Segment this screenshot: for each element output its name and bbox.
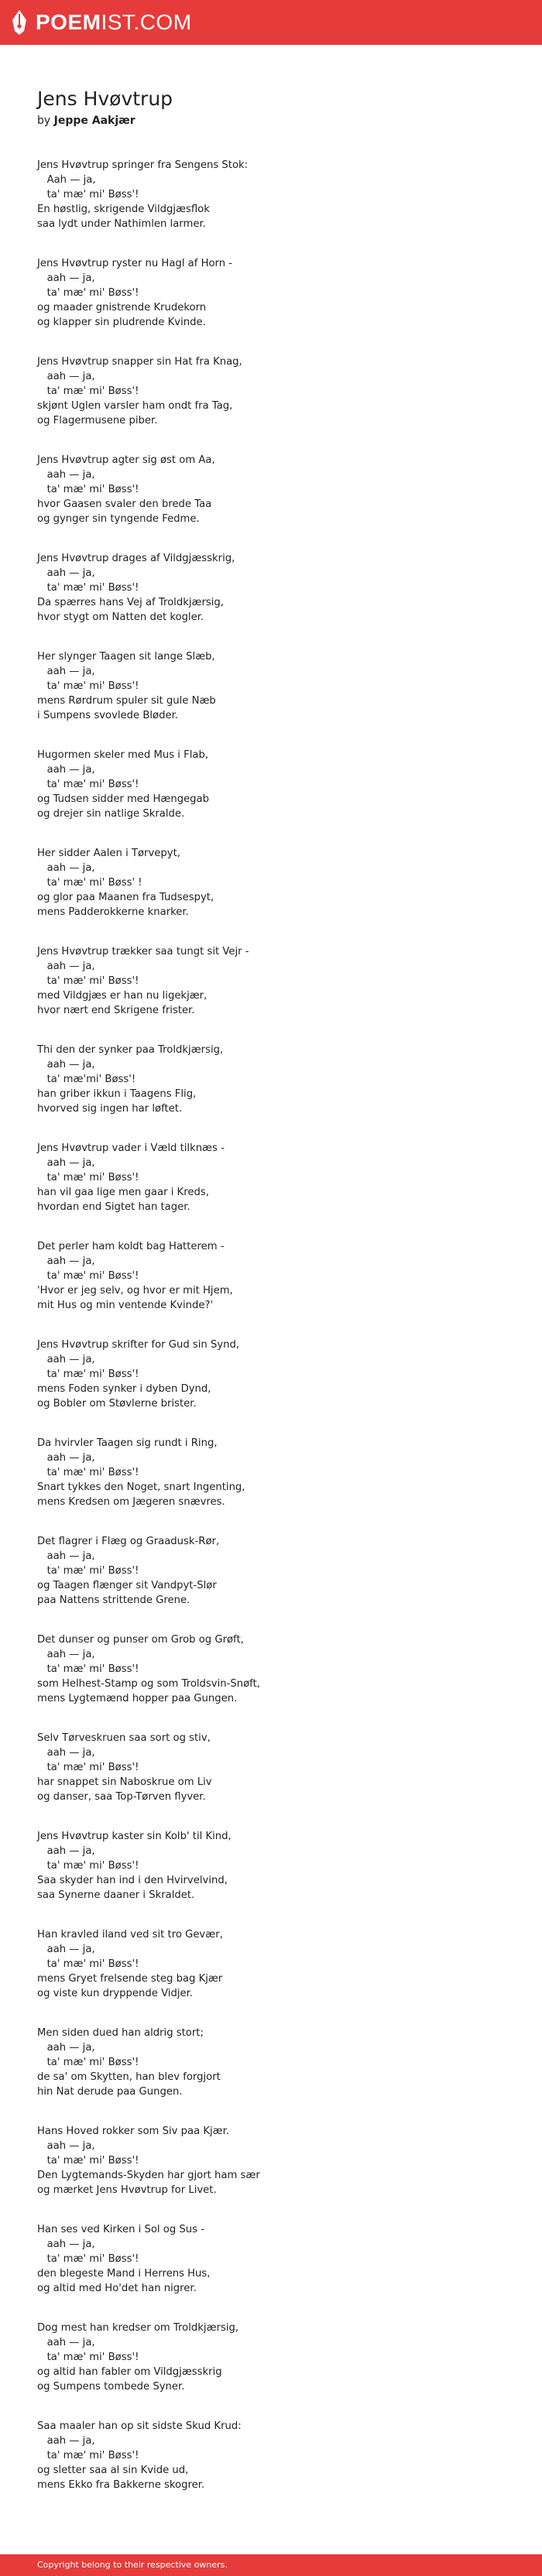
poem-line: og danser, saa Top-Tørven flyver. bbox=[37, 1791, 206, 1803]
stanza bbox=[37, 1043, 502, 1116]
poem-line: den blegeste Mand i Herrens Hus, bbox=[37, 2268, 211, 2280]
poem-line: Da hvirvler Taagen sig rundt i Ring, bbox=[37, 1437, 218, 1449]
author-name: Jeppe Aakjær bbox=[53, 115, 136, 127]
poem-line: ta' mæ' mi' Bøss'! bbox=[37, 189, 139, 200]
poem-line: hvor Gaasen svaler den brede Taa bbox=[37, 498, 212, 510]
poem-line: ta' mæ' mi' Bøss'! bbox=[37, 2155, 139, 2167]
poem-line: aah — ja, bbox=[37, 961, 95, 972]
stanza bbox=[37, 2124, 502, 2197]
poem-line: Jens Hvøvtrup snapper sin Hat fra Knag, bbox=[37, 356, 242, 368]
stanza bbox=[37, 1632, 502, 1706]
stanza bbox=[37, 1338, 502, 1411]
poem-line: mit Hus og min ventende Kvinde?' bbox=[37, 1300, 214, 1311]
byline bbox=[37, 113, 502, 128]
poem-line: aah — ja, bbox=[37, 469, 95, 481]
poem-line: aah — ja, bbox=[37, 1944, 95, 1955]
poem-line: Aah — ja, bbox=[37, 174, 96, 186]
poem-line: Men siden dued han aldrig stort; bbox=[37, 2027, 204, 2039]
poem-line: og altid han fabler om Vildgjæsskrig bbox=[37, 2366, 222, 2378]
poem-line: ta' mæ' mi' Bøss'! bbox=[37, 779, 139, 790]
poem-line: Det perler ham koldt bag Hatterem - bbox=[37, 1241, 225, 1252]
poem-line: aah — ja, bbox=[37, 567, 95, 579]
stanza bbox=[37, 1436, 502, 1509]
poem-line: Jens Hvøvtrup springer fra Sengens Stok: bbox=[37, 159, 249, 171]
poem-line: ta' mæ' mi' Bøss'! bbox=[37, 2253, 139, 2265]
pen-nib-icon bbox=[11, 9, 28, 36]
poem-line: aah — ja, bbox=[37, 1845, 95, 1857]
footer-bar bbox=[0, 2554, 542, 2576]
poem-line: og viste kun dryppende Vidjer. bbox=[37, 1988, 194, 1999]
poem-line: mens Rørdrum spuler sit gule Næb bbox=[37, 695, 216, 707]
copyright-text: Copyright belong to their respective owners. bbox=[37, 2560, 228, 2570]
poem-line: Jens Hvøvtrup ryster nu Hagl af Horn - bbox=[37, 258, 233, 269]
top-header-bar bbox=[0, 0, 542, 45]
poem-line: aah — ja, bbox=[37, 764, 95, 776]
poem-line: Her sidder Aalen i Tørvepyt, bbox=[37, 848, 180, 859]
poem-line: og maader gnistrende Krudekorn bbox=[37, 302, 207, 313]
poem-line: ta' mæ' mi' Bøss'! bbox=[37, 1565, 139, 1577]
poem-line: ta' mæ' mi' Bøss'! bbox=[37, 1467, 139, 1478]
poem-line: aah — ja, bbox=[37, 2337, 95, 2348]
poem-line: og mærket Jens Hvøvtrup for Livet. bbox=[37, 2184, 217, 2196]
poem-line: ta' mæ' mi' Bøss'! bbox=[37, 385, 139, 397]
logo-light-part: IST.COM bbox=[101, 10, 192, 34]
stanza bbox=[37, 1927, 502, 2001]
stanza bbox=[37, 649, 502, 723]
poem-line: Jens Hvøvtrup skrifter for Gud sin Synd, bbox=[37, 1339, 240, 1351]
poem-line: ta' mæ' mi' Bøss'! bbox=[37, 2450, 139, 2461]
poem-line: aah — ja, bbox=[37, 1747, 95, 1759]
poem-line: og gynger sin tyngende Fedme. bbox=[37, 513, 200, 525]
poem-line: mens Kredsen om Jægeren snævres. bbox=[37, 1496, 225, 1508]
stanza bbox=[37, 944, 502, 1018]
poem-line: Her slynger Taagen sit lange Slæb, bbox=[37, 651, 215, 663]
poem-line: ta' mæ' mi' Bøss'! bbox=[37, 1663, 139, 1675]
stanza bbox=[37, 1534, 502, 1608]
poem-line: ta' mæ' mi' Bøss'! bbox=[37, 1172, 139, 1184]
poem-line: Jens Hvøvtrup vader i Væld tilknæs - bbox=[37, 1142, 225, 1154]
poem-line: Han ses ved Kirken i Sol og Sus - bbox=[37, 2224, 204, 2235]
poem-line: ta' mæ' mi' Bøss'! bbox=[37, 484, 139, 495]
poem-line: mens Gryet frelsende steg bag Kjær bbox=[37, 1973, 223, 1985]
poem-line: Han kravled iland ved sit tro Gevær, bbox=[37, 1929, 223, 1941]
poem-line: En høstlig, skrigende Vildgjæsflok bbox=[37, 204, 210, 215]
stanza bbox=[37, 2321, 502, 2394]
poem-line: har snappet sin Naboskrue om Liv bbox=[37, 1776, 212, 1788]
poem-line: aah — ja, bbox=[37, 371, 95, 382]
poem-line: saa Synerne daaner i Skraldet. bbox=[37, 1889, 195, 1901]
poem-line: saa lydt under Nathimlen larmer. bbox=[37, 218, 206, 230]
stanza bbox=[37, 748, 502, 821]
poem-line: aah — ja, bbox=[37, 272, 95, 284]
poem-line: Thi den der synker paa Troldkjærsig, bbox=[37, 1044, 224, 1056]
poem-line: Jens Hvøvtrup drages af Vildgjæsskrig, bbox=[37, 553, 235, 564]
poem-line: han griber ikkun i Taagens Flig, bbox=[37, 1088, 197, 1100]
poem-line: aah — ja, bbox=[37, 862, 95, 874]
poem-line: ta' mæ' mi' Bøss'! bbox=[37, 1762, 139, 1773]
poem-line: Saa maaler han op sit sidste Skud Krud: bbox=[37, 2420, 242, 2432]
poem-line: Det dunser og punser om Grob og Grøft, bbox=[37, 1634, 244, 1646]
poem-line: i Sumpens svovlede Bløder. bbox=[37, 710, 179, 721]
poem-line: aah — ja, bbox=[37, 2239, 95, 2250]
poem-line: hvor stygt om Natten det kogler. bbox=[37, 611, 204, 623]
poem-line: og Sumpens tombede Syner. bbox=[37, 2381, 185, 2393]
poem-line: aah — ja, bbox=[37, 2140, 95, 2152]
poem-line: og klapper sin pludrende Kvinde. bbox=[37, 317, 206, 328]
poem-line: hvorved sig ingen har løftet. bbox=[37, 1103, 183, 1115]
poem-line: ta' mæ' mi' Bøss'! bbox=[37, 680, 139, 692]
poem-title: Jens Hvøvtrup bbox=[37, 87, 173, 110]
poem-line: Det flagrer i Flæg og Graadusk-Rør, bbox=[37, 1536, 220, 1547]
poem-line: aah — ja, bbox=[37, 1649, 95, 1660]
poem-line: mens Padderokkerne knarker. bbox=[37, 906, 189, 918]
poem-line: mens Lygtemænd hopper paa Gungen. bbox=[37, 1693, 238, 1704]
poem-line: ta' mæ' mi' Bøss'! bbox=[37, 1958, 139, 1970]
poem-line: skjønt Uglen varsler ham ondt fra Tag, bbox=[37, 400, 233, 412]
poem-line: ta' mæ' mi' Bøss'! bbox=[37, 582, 139, 594]
site-logo[interactable] bbox=[11, 9, 192, 36]
poem-line: aah — ja, bbox=[37, 1452, 95, 1464]
stanza bbox=[37, 1239, 502, 1313]
poem-line: aah — ja, bbox=[37, 2042, 95, 2054]
poem-line: hin Nat derude paa Gungen. bbox=[37, 2086, 183, 2098]
poem-line: aah — ja, bbox=[37, 1255, 95, 1267]
poem-line: og Taagen flænger sit Vandpyt-Slør bbox=[37, 1580, 217, 1591]
poem-line: ta' mæ' mi' Bøss'! bbox=[37, 1860, 139, 1872]
poem-line: Jens Hvøvtrup kaster sin Kolb' til Kind, bbox=[37, 1831, 232, 1842]
poem-line: han vil gaa lige men gaar i Kreds, bbox=[37, 1187, 209, 1198]
poem-line: som Helhest-Stamp og som Troldsvin-Snøft, bbox=[37, 1678, 260, 1690]
stanza bbox=[37, 2419, 502, 2492]
poem-line: og Tudsen sidder med Hængegab bbox=[37, 793, 210, 805]
stanza bbox=[37, 1731, 502, 1804]
logo-wordmark bbox=[36, 9, 192, 36]
stanza bbox=[37, 453, 502, 526]
poem-line: paa Nattens strittende Grene. bbox=[37, 1595, 190, 1606]
poem-line: Jens Hvøvtrup agter sig øst om Aa, bbox=[37, 454, 215, 466]
poem-line: ta' mæ' mi' Bøss'! bbox=[37, 287, 139, 299]
poem-line: aah — ja, bbox=[37, 666, 95, 677]
poem-line: Jens Hvøvtrup trækker saa tungt sit Vejr - bbox=[37, 946, 249, 957]
poem-line: aah — ja, bbox=[37, 1550, 95, 1562]
poem-line: de sa' om Skytten, han blev forgjort bbox=[37, 2071, 221, 2083]
poem-line: Saa skyder han ind i den Hvirvelvind, bbox=[37, 1875, 228, 1886]
poem-line: Selv Tørveskruen saa sort og stiv, bbox=[37, 1732, 211, 1744]
poem-line: ta' mæ' mi' Bøss'! bbox=[37, 975, 139, 987]
poem-line: ta' mæ' mi' Bøss' ! bbox=[37, 877, 142, 889]
poem-line: ta' mæ' mi' Bøss'! bbox=[37, 2057, 139, 2068]
by-label: by bbox=[37, 115, 51, 127]
poem-line: aah — ja, bbox=[37, 2435, 95, 2447]
poem-line: mens Foden synker i dyben Dynd, bbox=[37, 1383, 211, 1395]
poem-line: hvor nært end Skrigene frister. bbox=[37, 1005, 195, 1016]
poem-line: Den Lygtemands-Skyden har gjort ham sær bbox=[37, 2170, 260, 2181]
stanza bbox=[37, 158, 502, 231]
poem-line: ta' mæ' mi' Bøss'! bbox=[37, 1270, 139, 1282]
poem-line: aah — ja, bbox=[37, 1059, 95, 1070]
stanza bbox=[37, 2026, 502, 2099]
poem-line: hvordan end Sigtet han tager. bbox=[37, 1201, 190, 1213]
stanza bbox=[37, 355, 502, 428]
stanza bbox=[37, 1141, 502, 1214]
stanza bbox=[37, 551, 502, 625]
poem-line: Hugormen skeler med Mus i Flab, bbox=[37, 749, 209, 761]
poem-line: og drejer sin natlige Skralde. bbox=[37, 808, 185, 820]
poem-line: og glor paa Maanen fra Tudsespyt, bbox=[37, 892, 214, 903]
stanza bbox=[37, 256, 502, 330]
stanza bbox=[37, 1829, 502, 1903]
poem-content bbox=[37, 87, 502, 2517]
poem-body bbox=[37, 158, 502, 2492]
poem-line: ta' mæ' mi' Bøss'! bbox=[37, 1368, 139, 1380]
poem-line: aah — ja, bbox=[37, 1157, 95, 1169]
poem-line: mens Ekko fra Bakkerne skogrer. bbox=[37, 2479, 205, 2491]
poem-line: 'Hvor er jeg selv, og hvor er mit Hjem, bbox=[37, 1285, 233, 1297]
poem-line: ta' mæ'mi' Bøss'! bbox=[37, 1074, 136, 1085]
poem-line: ta' mæ' mi' Bøss'! bbox=[37, 2352, 139, 2363]
poem-line: og Flagermusene piber. bbox=[37, 415, 158, 426]
poem-line: og Bobler om Støvlerne brister. bbox=[37, 1398, 197, 1410]
poem-line: Dog mest han kredser om Troldkjærsig, bbox=[37, 2322, 239, 2334]
poem-line: Da spærres hans Vej af Troldkjærsig, bbox=[37, 597, 224, 608]
poem-line: Snart tykkes den Noget, snart Ingenting, bbox=[37, 1482, 245, 1493]
poem-line: Hans Hoved rokker som Siv paa Kjær. bbox=[37, 2126, 230, 2137]
poem-line: aah — ja, bbox=[37, 1354, 95, 1365]
logo-bold-part: POEM bbox=[36, 10, 101, 34]
poem-line: med Vildgjæs er han nu ligekjær, bbox=[37, 990, 208, 1002]
poem-line: og altid med Ho'det han nigrer. bbox=[37, 2283, 197, 2294]
stanza bbox=[37, 2222, 502, 2296]
stanza bbox=[37, 846, 502, 920]
poem-line: og sletter saa al sin Kvide ud, bbox=[37, 2465, 189, 2476]
